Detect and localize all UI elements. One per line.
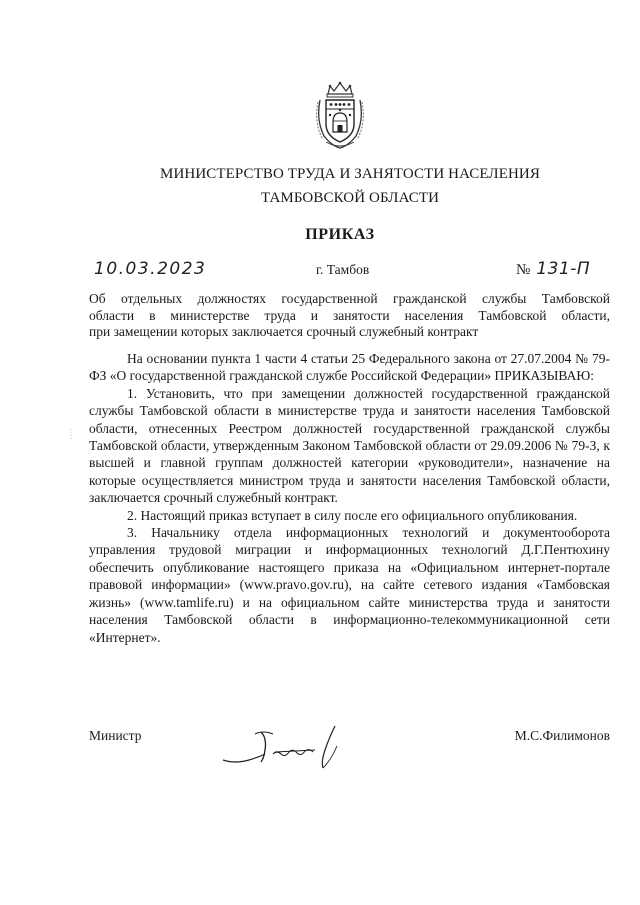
preamble-paragraph: На основании пункта 1 части 4 статьи 25 Федерального закона от 27.07.2004 № 79-ФЗ «О государственной гражданской службе Российской Федерации» ПРИКАЗЫВАЮ: bbox=[89, 351, 610, 384]
handwritten-signature-icon bbox=[215, 720, 360, 772]
ministry-name-line1: МИНИСТЕРСТВО ТРУДА И ЗАНЯТОСТИ НАСЕЛЕНИЯ bbox=[160, 166, 540, 182]
signer-role: Министр bbox=[89, 728, 142, 743]
margin-mark bbox=[70, 428, 72, 440]
clause-3-paragraph: 3. Начальнику отдела информационных технологий и документооборота управления трудовой миграции и информационных технологий Д.Г.Пентюхину обеспечить опубликование настоящего приказа на «Официальном интернет-портале правовой информации» (www.pravo.gov.ru), на сайте сетевого издания «Тамбовская жизнь» (www.tamlife.ru) и на официальном сайте министерства труда и занятости населения Тамбовской области в информационно-телекоммуникационной сети «Интернет». bbox=[89, 525, 610, 645]
document-subject bbox=[89, 291, 610, 341]
subject-line: при замещении которых заключается срочный служебный контракт bbox=[89, 324, 479, 339]
document-date: 10.03.2023 bbox=[94, 259, 207, 279]
number-value: 131-П bbox=[536, 259, 591, 279]
document-number bbox=[516, 259, 590, 279]
clause-2-paragraph: 2. Настоящий приказ вступает в силу после его официального опубликования. bbox=[127, 507, 578, 523]
clause-1-paragraph: 1. Установить, что при замещении должностей государственной гражданской службы Тамбовской области в министерстве труда и занятости населения Тамбовской области, отнесенных Реестром должностей государственной гражданской службы Тамбовской области, утвержденным Законом Тамбовской области от 29.09.2006 № 79-З, к высшей и главной группам должностей категории «руководители», назначение на которые осуществляется министром труда и занятости населения Тамбовской области, заключается срочный служебный контракт. bbox=[89, 385, 610, 506]
signer-name: М.С.Филимонов bbox=[514, 728, 610, 743]
document-body bbox=[89, 350, 610, 646]
document-type-title: ПРИКАЗ bbox=[305, 226, 375, 243]
subject-line: Об отдельных должностях государственной гражданской службы Тамбовской bbox=[89, 291, 610, 306]
ministry-name-line2: ТАМБОВСКОЙ ОБЛАСТИ bbox=[260, 190, 440, 206]
number-label: № bbox=[516, 262, 531, 278]
tambov-coat-of-arms-icon bbox=[314, 80, 366, 152]
document-city: г. Тамбов bbox=[316, 262, 370, 277]
subject-line: области в министерстве труда и занятости населения Тамбовской области, bbox=[89, 307, 610, 323]
